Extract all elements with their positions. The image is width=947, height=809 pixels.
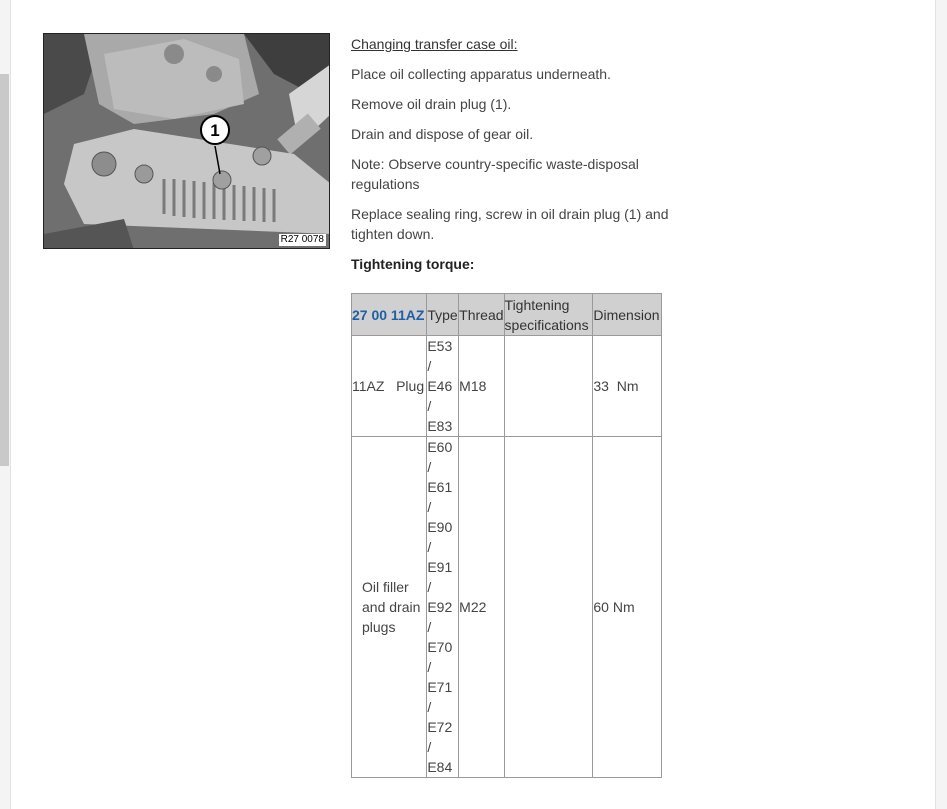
header-tightening-spec: Tightening specifications bbox=[504, 294, 593, 336]
type-list: E53 / E46 / E83 bbox=[427, 338, 453, 434]
header-type: Type bbox=[427, 294, 459, 336]
part-cell bbox=[352, 437, 427, 778]
header-dimension: Dimension bbox=[593, 294, 662, 336]
right-panel-edge bbox=[935, 0, 947, 809]
instructions bbox=[351, 34, 671, 284]
table-header-row bbox=[352, 294, 662, 336]
type-cell bbox=[427, 336, 459, 437]
dimension-cell: 60 Nm bbox=[593, 437, 662, 778]
step-text: Place oil collecting apparatus underneath. bbox=[351, 66, 611, 82]
part-number-link[interactable]: 27 00 11AZ bbox=[352, 306, 425, 323]
torque-label: Tightening torque: bbox=[351, 256, 475, 272]
spec-cell bbox=[504, 437, 593, 778]
left-scrollbar-thumb[interactable] bbox=[0, 74, 9, 466]
table-row bbox=[352, 336, 662, 437]
callout-number: 1 bbox=[210, 121, 220, 140]
step-text: Drain and dispose of gear oil. bbox=[351, 126, 534, 142]
thread-cell: M22 bbox=[459, 437, 504, 778]
table-row bbox=[352, 437, 662, 778]
dimension-cell: 33 Nm bbox=[593, 336, 662, 437]
part-name: Oil filler and drain plugs bbox=[362, 579, 421, 635]
header-part-number bbox=[352, 294, 427, 336]
section-heading-link[interactable]: Changing transfer case oil: bbox=[351, 36, 518, 52]
note-text: Note: Observe country-specific waste-disposal regulations bbox=[351, 156, 639, 192]
part-cell: 11AZ Plug bbox=[352, 336, 427, 437]
spec-cell bbox=[504, 336, 593, 437]
step-text: Replace sealing ring, screw in oil drain plug (1) and tighten down. bbox=[351, 206, 669, 242]
type-list: E60 / E61 / E90 / E91 / E92 / E70 / E71 / E72 / E84 bbox=[427, 439, 453, 775]
transfer-case-illustration bbox=[43, 33, 330, 249]
figure-code: R27 0078 bbox=[280, 234, 324, 245]
torque-spec-table bbox=[351, 293, 662, 778]
thread-cell: M18 bbox=[459, 336, 504, 437]
type-cell bbox=[427, 437, 459, 778]
transfer-case-drawing bbox=[44, 34, 330, 249]
header-thread: Thread bbox=[459, 294, 504, 336]
step-text: Remove oil drain plug (1). bbox=[351, 96, 512, 112]
